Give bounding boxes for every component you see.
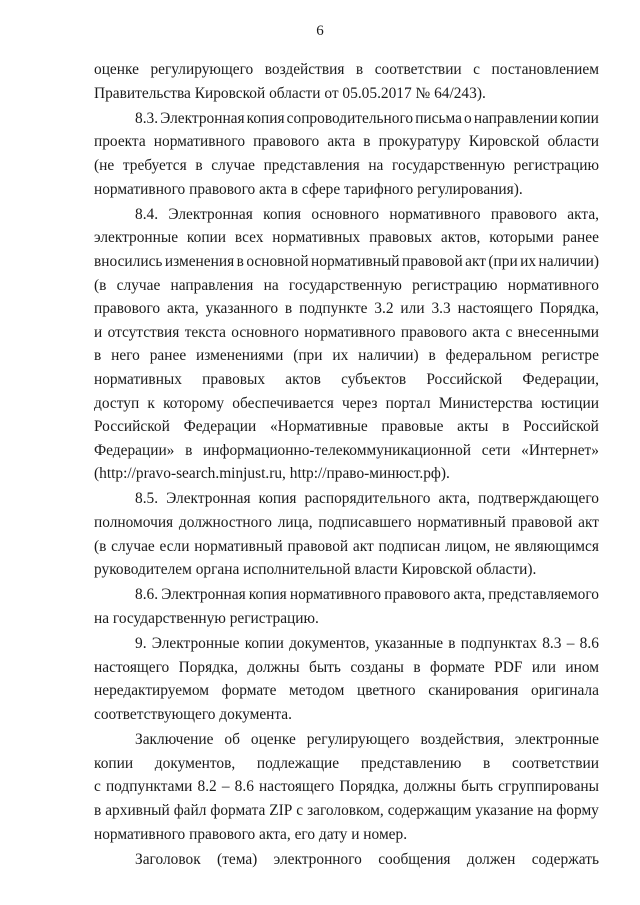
paragraph-p8-6 bbox=[94, 583, 599, 630]
text-line: вносились изменения в основной нормативный правовой акт (при их наличии) bbox=[94, 252, 599, 270]
paragraph-subject bbox=[94, 848, 599, 872]
text-line: 8.6. Электронная копия нормативного правового акта, представляемого bbox=[135, 586, 599, 604]
text-line: (в случае направления на государственную регистрацию нормативного bbox=[94, 276, 599, 294]
text-line: (не требуется в случае представления на государственную регистрацию bbox=[94, 156, 599, 174]
text-line: электронные копии всех нормативных правовых актов, которыми ранее bbox=[94, 229, 599, 247]
paragraph-conclusion bbox=[94, 728, 599, 846]
text-line: копии документов, подлежащие представлению в соответствии bbox=[94, 754, 599, 772]
text-line: нормативных правовых актов субъектов Российской Федерации, bbox=[94, 370, 599, 388]
text-line: нормативного правового акта, его дату и номер. bbox=[94, 825, 408, 843]
text-line: 9. Электронные копии документов, указанные в подпунктах 8.3 – 8.6 bbox=[135, 635, 599, 653]
text-line: проекта нормативного правового акта в прокуратуру Кировской области bbox=[94, 133, 599, 151]
paragraph-p8-4 bbox=[94, 203, 599, 486]
text-line: руководителем органа исполнительной власти Кировской области). bbox=[94, 561, 537, 579]
document-body bbox=[94, 58, 599, 873]
text-line: 8.5. Электронная копия распорядительного акта, подтверждающего bbox=[135, 490, 599, 508]
text-line: Правительства Кировской области от 05.05.2017 № 64/243). bbox=[94, 84, 486, 102]
text-line: в него ранее изменениями (при их наличии) в федеральном регистре bbox=[94, 347, 599, 365]
text-line: в архивный файл формата ZIP с заголовком, содержащим указание на форму bbox=[94, 801, 599, 819]
text-line: (в случае если нормативный правовой акт подписан лицом, не являющимся bbox=[94, 537, 599, 555]
text-line: оценке регулирующего воздействия в соответствии с постановлением bbox=[94, 61, 599, 78]
text-line: 8.4. Электронная копия основного нормативного правового акта, bbox=[135, 205, 599, 223]
text-line: Российской Федерации «Нормативные правовые акты в Российской bbox=[94, 418, 599, 436]
paragraph-p8-5 bbox=[94, 487, 599, 581]
text-line: нормативного правового акта в сфере тарифного регулирования). bbox=[94, 180, 523, 198]
text-line: Заголовок (тема) электронного сообщения должен содержать bbox=[135, 850, 599, 868]
text-line: с подпунктами 8.2 – 8.6 настоящего Порядка, должны быть сгруппированы bbox=[94, 778, 599, 796]
paragraph-p8-3 bbox=[94, 107, 599, 201]
paragraph-p9 bbox=[94, 632, 599, 726]
text-line: 8.3. Электронная копия сопроводительного письма о направлении копии bbox=[135, 109, 599, 127]
text-line: настоящего Порядка, должны быть созданы в формате PDF или ином bbox=[94, 658, 599, 676]
text-line: нередактируемом формате методом цветного сканирования оригинала bbox=[94, 682, 599, 700]
page-number: 6 bbox=[316, 23, 324, 39]
text-line: и отсутствия текста основного нормативного правового акта с внесенными bbox=[94, 323, 599, 341]
text-line: Федерации» в информационно-телекоммуникационной сети «Интернет» bbox=[94, 441, 599, 459]
paragraph-continuation bbox=[94, 58, 599, 105]
text-line: соответствующего документа. bbox=[94, 706, 292, 723]
text-line: полномочия должностного лица, подписавшего нормативный правовой акт bbox=[94, 514, 599, 532]
text-line: доступ к которому обеспечивается через портал Министерства юстиции bbox=[94, 394, 599, 412]
text-line: (http://pravo-search.minjust.ru, http://право-минюст.рф). bbox=[94, 465, 450, 483]
text-line: на государственную регистрацию. bbox=[94, 610, 319, 628]
text-line: правового акта, указанного в подпункте 3.2 или 3.3 настоящего Порядка, bbox=[94, 300, 599, 318]
text-line: Заключение об оценке регулирующего воздействия, электронные bbox=[135, 731, 599, 749]
